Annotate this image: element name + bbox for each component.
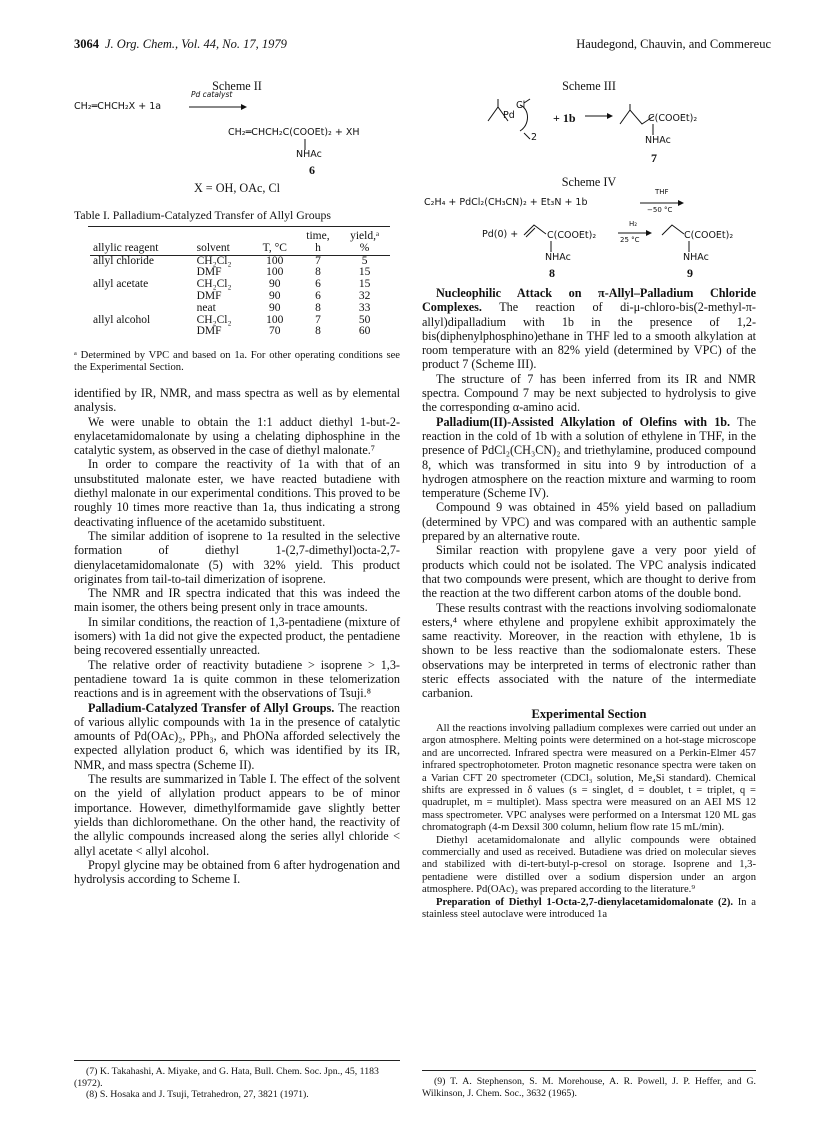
paragraph: These results contrast with the reactions involving sodiomalonate esters,⁴ where ethylene and propylene exhibit approximately the same reactivity. Moreover, in the reaction with ethylene, 1b is shown to be less reactive than the sodiomalonate esters. These observations may be interpreted in terms of electronic rather than steric effects associated with the nature of the intermediate carbanion. — [422, 600, 756, 701]
scheme4-cond1-top: THF — [655, 188, 669, 196]
table-cell: 6 — [315, 289, 321, 302]
footnotes-right — [422, 1076, 756, 1099]
table-cell: 33 — [358, 301, 371, 314]
paragraph: The similar addition of isoprene to 1a resulted in the selective formation of diethyl 1-(2,7-dimethyl)octa-2,7-dienylacetamidomalonate (5) with 32% yield. This product originates from tail-to-tail dimerization of isoprene. — [74, 528, 400, 586]
table1-header-cell: h — [315, 241, 321, 254]
paragraph-text: The reaction of various allylic compounds with 1a in the presence of catalytic amounts of Pd(OAc)₂, PPh₃, and PhONa afforded selectively the expected allylation product 6, which was identified by its IR, NMR, and mass spectra (Scheme II). — [74, 700, 400, 772]
paragraph — [74, 701, 400, 772]
paragraph: identified by IR, NMR, and mass spectra as well as by elemental analysis. — [74, 386, 400, 415]
right-column-text — [422, 286, 756, 921]
table1-header-top-cell: yield,ᵃ — [350, 230, 380, 242]
paragraph: Compound 9 was obtained in 45% yield based on palladium (determined by VPC) and was compared with an authentic sample prepared by an alternative route. — [422, 500, 756, 544]
footnote-rule-right — [422, 1070, 756, 1071]
table-cell: allyl chloride — [93, 254, 154, 267]
paragraph — [422, 415, 756, 501]
table-row — [90, 279, 390, 291]
table1-footnote: ᵃ Determined by VPC and based on 1a. For other operating conditions see the Experimental Section. — [74, 350, 400, 374]
table1-caption: Table I. Palladium-Catalyzed Transfer of Allyl Groups — [74, 208, 332, 222]
table1-header-cell: solvent — [196, 241, 230, 254]
scheme4-p8: C(COOEt)₂ — [547, 230, 597, 241]
table-cell: 32 — [358, 289, 371, 302]
table1-header-cell: % — [359, 241, 370, 254]
section-heading: Nucleophilic Attack on π-Allyl–Palladium Chloride Complexes. — [422, 286, 756, 315]
compound-7-label: 7 — [651, 151, 657, 165]
scheme4-nhac8: NHAc — [545, 252, 571, 263]
scheme4-pd0: Pd(0) + — [482, 229, 519, 240]
scheme2-label: Scheme II — [212, 79, 262, 93]
table-cell — [90, 291, 194, 303]
table-cell: neat — [196, 301, 216, 314]
scheme2-arrow — [189, 104, 249, 110]
section-heading: Palladium(II)-Assisted Alkylation of Olefins with 1b. — [436, 414, 731, 429]
table1-header-cell: T, °C — [262, 241, 287, 254]
scheme2-plus: + 1a — [138, 101, 162, 112]
table1-header-cell: allylic reagent — [93, 241, 159, 254]
table-cell: CH₂Cl₂ — [196, 313, 232, 326]
footnotes-left — [74, 1066, 400, 1101]
scheme2-x-definition: X = OH, OAc, Cl — [193, 181, 281, 195]
scheme4-cond2-top: H₂ — [629, 220, 638, 228]
table-cell: 100 — [266, 266, 284, 279]
table-cell — [90, 326, 194, 338]
scheme2-reactant-text: CH₂═CHCH₂X — [74, 101, 136, 112]
scheme4-cond2-bottom: 25 °C — [620, 236, 640, 244]
section-heading: Preparation of Diethyl 1-Octa-2,7-dienylacetamidomalonate (2). — [436, 896, 734, 908]
paragraph-text: The reaction of di-μ-chloro-bis(2-methyl-π-allyl)dipalladium with 1b in the presence of 1,2-bis(diphenylphosphino)ethane in THF led to a smooth alkylation at room temperature with an 82% yield (determined by VPC) of the product 7 (Scheme III). — [422, 300, 756, 372]
table-cell — [90, 303, 194, 315]
paragraph-text: In a stainless steel autoclave were introduced 1a — [422, 896, 756, 920]
table-cell: 70 — [269, 325, 281, 338]
footnote-rule-left — [74, 1060, 400, 1061]
paragraph — [422, 897, 756, 922]
scheme4-cond1-bottom: −50 °C — [647, 206, 673, 214]
table-cell: allyl alcohol — [93, 313, 151, 326]
left-column-text — [74, 386, 400, 886]
paragraph: The relative order of reactivity butadiene > isoprene > 1,3-pentadiene toward 1a is quite common in these telomerization reactions and is in agreement with the observations of Tsuji.⁸ — [74, 657, 400, 701]
experimental-section-title: Experimental Section — [531, 706, 647, 721]
scheme3-cl: Cl — [516, 100, 526, 111]
paragraph — [422, 286, 756, 372]
journal-citation: J. Org. Chem., Vol. 44, No. 17, 1979 — [105, 37, 287, 51]
table1-header-top-cell: time, — [306, 230, 330, 242]
paragraph: The structure of 7 has been inferred from its IR and NMR spectra. Compound 7 may be next subjected to hydrolysis to give the corresponding α-amino acid. — [422, 371, 756, 415]
scheme3-plus: + 1b — [553, 111, 576, 125]
scheme2-reactant — [74, 101, 161, 112]
compound-6-label: 6 — [309, 163, 315, 177]
table-cell: 7 — [315, 313, 321, 326]
table-cell: DMF — [196, 289, 222, 302]
table-cell: 50 — [358, 313, 371, 326]
table-cell: 5 — [361, 254, 368, 267]
footnote-7: (7) K. Takahashi, A. Miyake, and G. Hata, Bull. Chem. Soc. Jpn., 45, 1183 (1972). — [74, 1066, 379, 1089]
scheme2-product: CH₂═CHCH₂C(COOEt)₂ + XH — [228, 127, 360, 138]
scheme3-sub2: 2 — [531, 132, 538, 143]
table-cell: 90 — [269, 301, 281, 314]
scheme4-reactants: C₂H₄ + PdCl₂(CH₃CN)₂ + Et₃N + 1b — [424, 197, 588, 208]
table-cell: 100 — [266, 254, 284, 267]
footnote-9: (9) T. A. Stephenson, S. M. Morehouse, A. R. Powell, J. P. Heffer, and G. Wilkinson, J. Chem. Soc., 3632 (1965). — [422, 1076, 756, 1099]
table-cell: 7 — [315, 254, 321, 267]
running-header-authors: Haudegond, Chauvin, and Commereuc — [576, 37, 771, 51]
table1-top-rule — [88, 226, 390, 227]
section-heading: Palladium-Catalyzed Transfer of Allyl Groups. — [88, 700, 335, 715]
compound-9-label: 9 — [687, 266, 693, 280]
paragraph: In order to compare the reactivity of 1a with that of an unsubstituted malonate ester, we have reacted butadiene with diethyl malonate in our experimental conditions. This proved to be roughly 10 times more reactive than 1a, thus indicating a strong deactivating influence of the acetamido substituent. — [74, 457, 400, 529]
paragraph: Similar reaction with propylene gave a very poor yield of products which could not be isolated. The VPC analysis indicated that two compounds were present, which are thought to derive from the reaction at the two different carbon atoms of the double bond. — [422, 543, 756, 601]
paragraph: Propyl glycine may be obtained from 6 after hydrogenation and hydrolysis according to Scheme I. — [74, 857, 400, 887]
table-row — [90, 326, 390, 338]
table-row — [90, 255, 390, 267]
table-row — [90, 291, 390, 303]
paragraph-text: The reaction in the cold of 1b with a solution of ethylene in THF, in the presence of PdCl₂(CH₃CN)₂ and triethylamine, produced compound 8, which was transformed in situ into 9 by introduction of a hydrogen atmosphere on the reaction mixture and warming to room temperature (Scheme IV). — [422, 414, 756, 501]
paragraph: We were unable to obtain the 1:1 adduct diethyl 1-but-2-enylacetamidomalonate by using a chelating diphosphine in the catalytic system, as observed in the case of diethyl malonate.⁷ — [74, 414, 400, 458]
table-cell: 15 — [358, 278, 371, 291]
scheme4-nhac9: NHAc — [683, 252, 709, 263]
table-cell: 90 — [269, 289, 281, 302]
table-cell: CH₂Cl₂ — [196, 278, 232, 291]
table-cell: 60 — [358, 325, 371, 338]
table-cell: DMF — [196, 325, 222, 338]
scheme3-arrow — [585, 113, 615, 119]
table-cell: allyl acetate — [93, 278, 149, 291]
paragraph: The results are summarized in Table I. The effect of the solvent on the yield of allylation product appears to be of minor importance. However, dimethylformamide gave slightly better yields than dichloromethane. On the other hand, the reactivity of the allylic compounds increased along the series allyl chloride < allyl acetate < allyl alcohol. — [74, 772, 400, 858]
table-cell: 90 — [269, 278, 281, 291]
paragraph: In similar conditions, the reaction of 1,3-pentadiene (mixture of isomers) with 1a did not give the expected product, the pentadiene being recovered essentially unreacted. — [74, 614, 400, 658]
table-cell: CH₂Cl₂ — [196, 254, 232, 267]
table-cell: 6 — [315, 278, 321, 291]
table-cell: 8 — [315, 301, 321, 314]
scheme3-product: C(COOEt)₂ — [648, 113, 698, 124]
scheme3-label: Scheme III — [562, 79, 616, 93]
paragraph: The NMR and IR spectra indicated that this was indeed the main isomer, the others being present only in trace amounts. — [74, 586, 400, 615]
compound-8-label: 8 — [549, 266, 555, 280]
scheme2-nhac: NHAc — [296, 149, 322, 160]
paragraph: All the reactions involving palladium complexes were carried out under an argon atmosphere. Melting points were determined on a hot-stage microscope and are uncorrected. Infrared spectra were measured on a Perkin-Elmer 457 infrared spectrophotometer. Proton magnetic resonance spectra were taken on a Varian CFT 20 spectrometer (CDCl₃ solution, Me₄Si standard). Chemical shifts are expressed in δ values (s = singlet, d = doublet, t = triplet, q = quadruplet, m = multiplet). Mass spectra were measured on an AEI MS 12 mass spectrometer. VPC analyses were performed on a Intersmat 120 ML gas chromatograph (4-m Dexsil 300 column, helium flow rate 15 mL/min). — [422, 722, 756, 834]
page-number: 3064 — [74, 37, 99, 51]
scheme3-pd: Pd — [503, 110, 515, 121]
table-cell: 15 — [358, 266, 371, 279]
paragraph: Diethyl acetamidomalonate and allylic compounds were obtained commercially and used as received. Butadiene was dried on molecular sieves and stabilized with di-tert-butyl-p-cresol on storage. Isoprene and 1,3-pentadiene were distilled over a sodium dispersion under an argon atmosphere. Pd(OAc)₂ was prepared according to the literature.⁹ — [422, 834, 756, 896]
scheme2-catalyst: Pd catalyst — [191, 90, 233, 99]
table-cell: DMF — [196, 266, 222, 279]
footnote-8: (8) S. Hosaka and J. Tsuji, Tetrahedron, 27, 3821 (1971). — [86, 1089, 309, 1101]
table1 — [90, 231, 390, 338]
scheme3-nhac: NHAc — [645, 135, 671, 146]
scheme4-label: Scheme IV — [561, 175, 617, 189]
table-cell: 8 — [315, 266, 321, 279]
table-row — [90, 303, 390, 315]
table-cell: 8 — [315, 325, 321, 338]
table-cell: 100 — [266, 313, 284, 326]
table1-header-row — [90, 243, 390, 255]
table-row — [90, 315, 390, 327]
scheme4-p9: C(COOEt)₂ — [684, 230, 734, 241]
running-header-left — [74, 37, 287, 52]
